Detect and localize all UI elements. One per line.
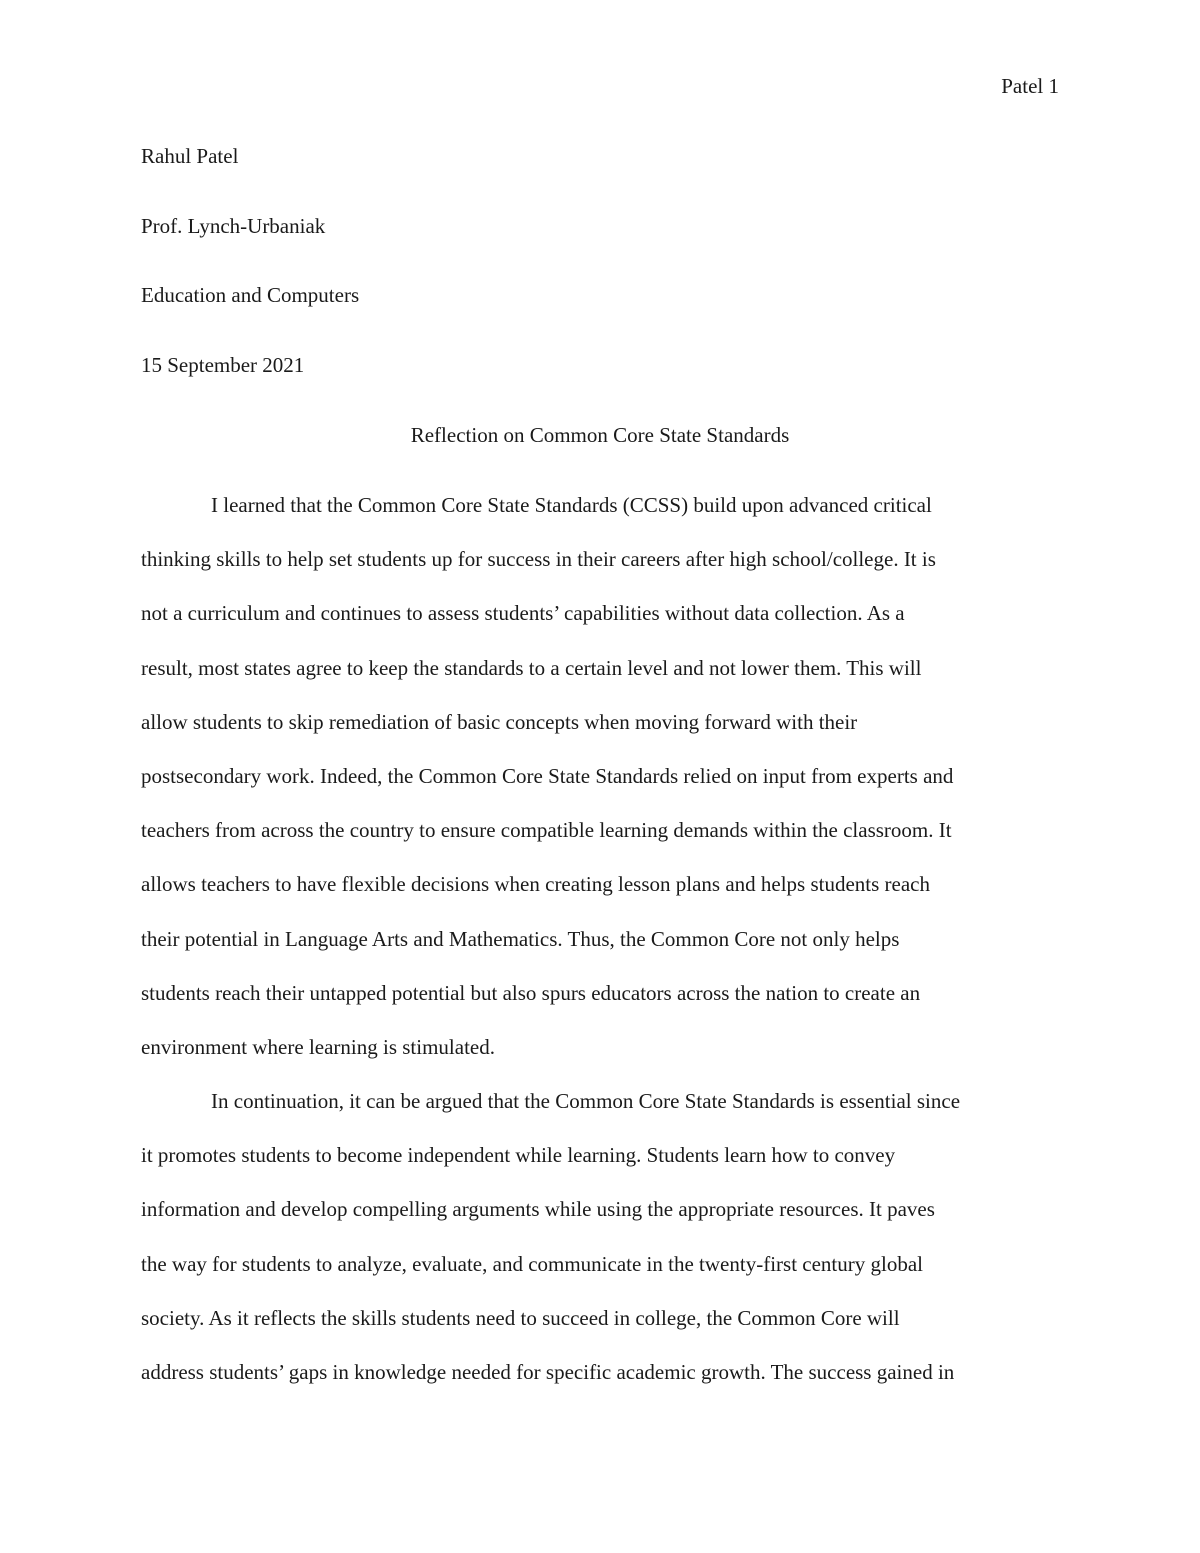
paragraph-2-line: society. As it reflects the skills students need to succeed in college, the Common Core will: [141, 1305, 900, 1330]
paragraph-1-line: not a curriculum and continues to assess students’ capabilities without data collection. As a: [141, 601, 905, 626]
author-name: Rahul Patel: [141, 144, 239, 168]
document-date: 15 September 2021: [141, 352, 305, 377]
mla-heading: [141, 140, 1059, 418]
paragraph-2-line: it promotes students to become independent while learning. Students learn how to convey: [141, 1143, 896, 1168]
paragraph-1-line: result, most states agree to keep the standards to a certain level and not lower them. This will: [141, 655, 922, 680]
instructor-name: Prof. Lynch-Urbaniak: [141, 213, 326, 238]
paragraph-1-line: allows teachers to have flexible decisions when creating lesson plans and helps students reach: [141, 872, 931, 897]
paragraph-1-line: thinking skills to help set students up for success in their careers after high school/college. It is: [141, 547, 936, 572]
paragraph-2-line: the way for students to analyze, evaluate, and communicate in the twenty-first century global: [141, 1251, 923, 1276]
paragraph-1-line: students reach their untapped potential but also spurs educators across the nation to create an: [141, 980, 921, 1005]
paragraph-1-line: I learned that the Common Core State Standards (CCSS) build upon advanced critical: [211, 493, 932, 517]
paragraph-2-line: information and develop compelling arguments while using the appropriate resources. It paves: [141, 1197, 935, 1222]
paragraph-2-line: address students’ gaps in knowledge needed for specific academic growth. The success gained in: [141, 1360, 955, 1384]
paragraph-1-line: environment where learning is stimulated.: [141, 1034, 495, 1059]
running-head-page-number: Patel 1: [1001, 74, 1059, 98]
document-body: [141, 489, 1059, 1410]
paragraph-1-line: their potential in Language Arts and Mathematics. Thus, the Common Core not only helps: [141, 926, 900, 951]
document-title: Reflection on Common Core State Standards: [410, 423, 790, 447]
paragraph-2-line: In continuation, it can be argued that the Common Core State Standards is essential since: [211, 1089, 961, 1114]
paragraph-1-line: allow students to skip remediation of basic concepts when moving forward with their: [141, 709, 858, 734]
course-name: Education and Computers: [141, 283, 360, 307]
paragraph-1-line: teachers from across the country to ensure compatible learning demands within the classroom. It: [141, 818, 952, 843]
paragraph-1-line: postsecondary work. Indeed, the Common Core State Standards relied on input from experts and: [141, 763, 954, 788]
